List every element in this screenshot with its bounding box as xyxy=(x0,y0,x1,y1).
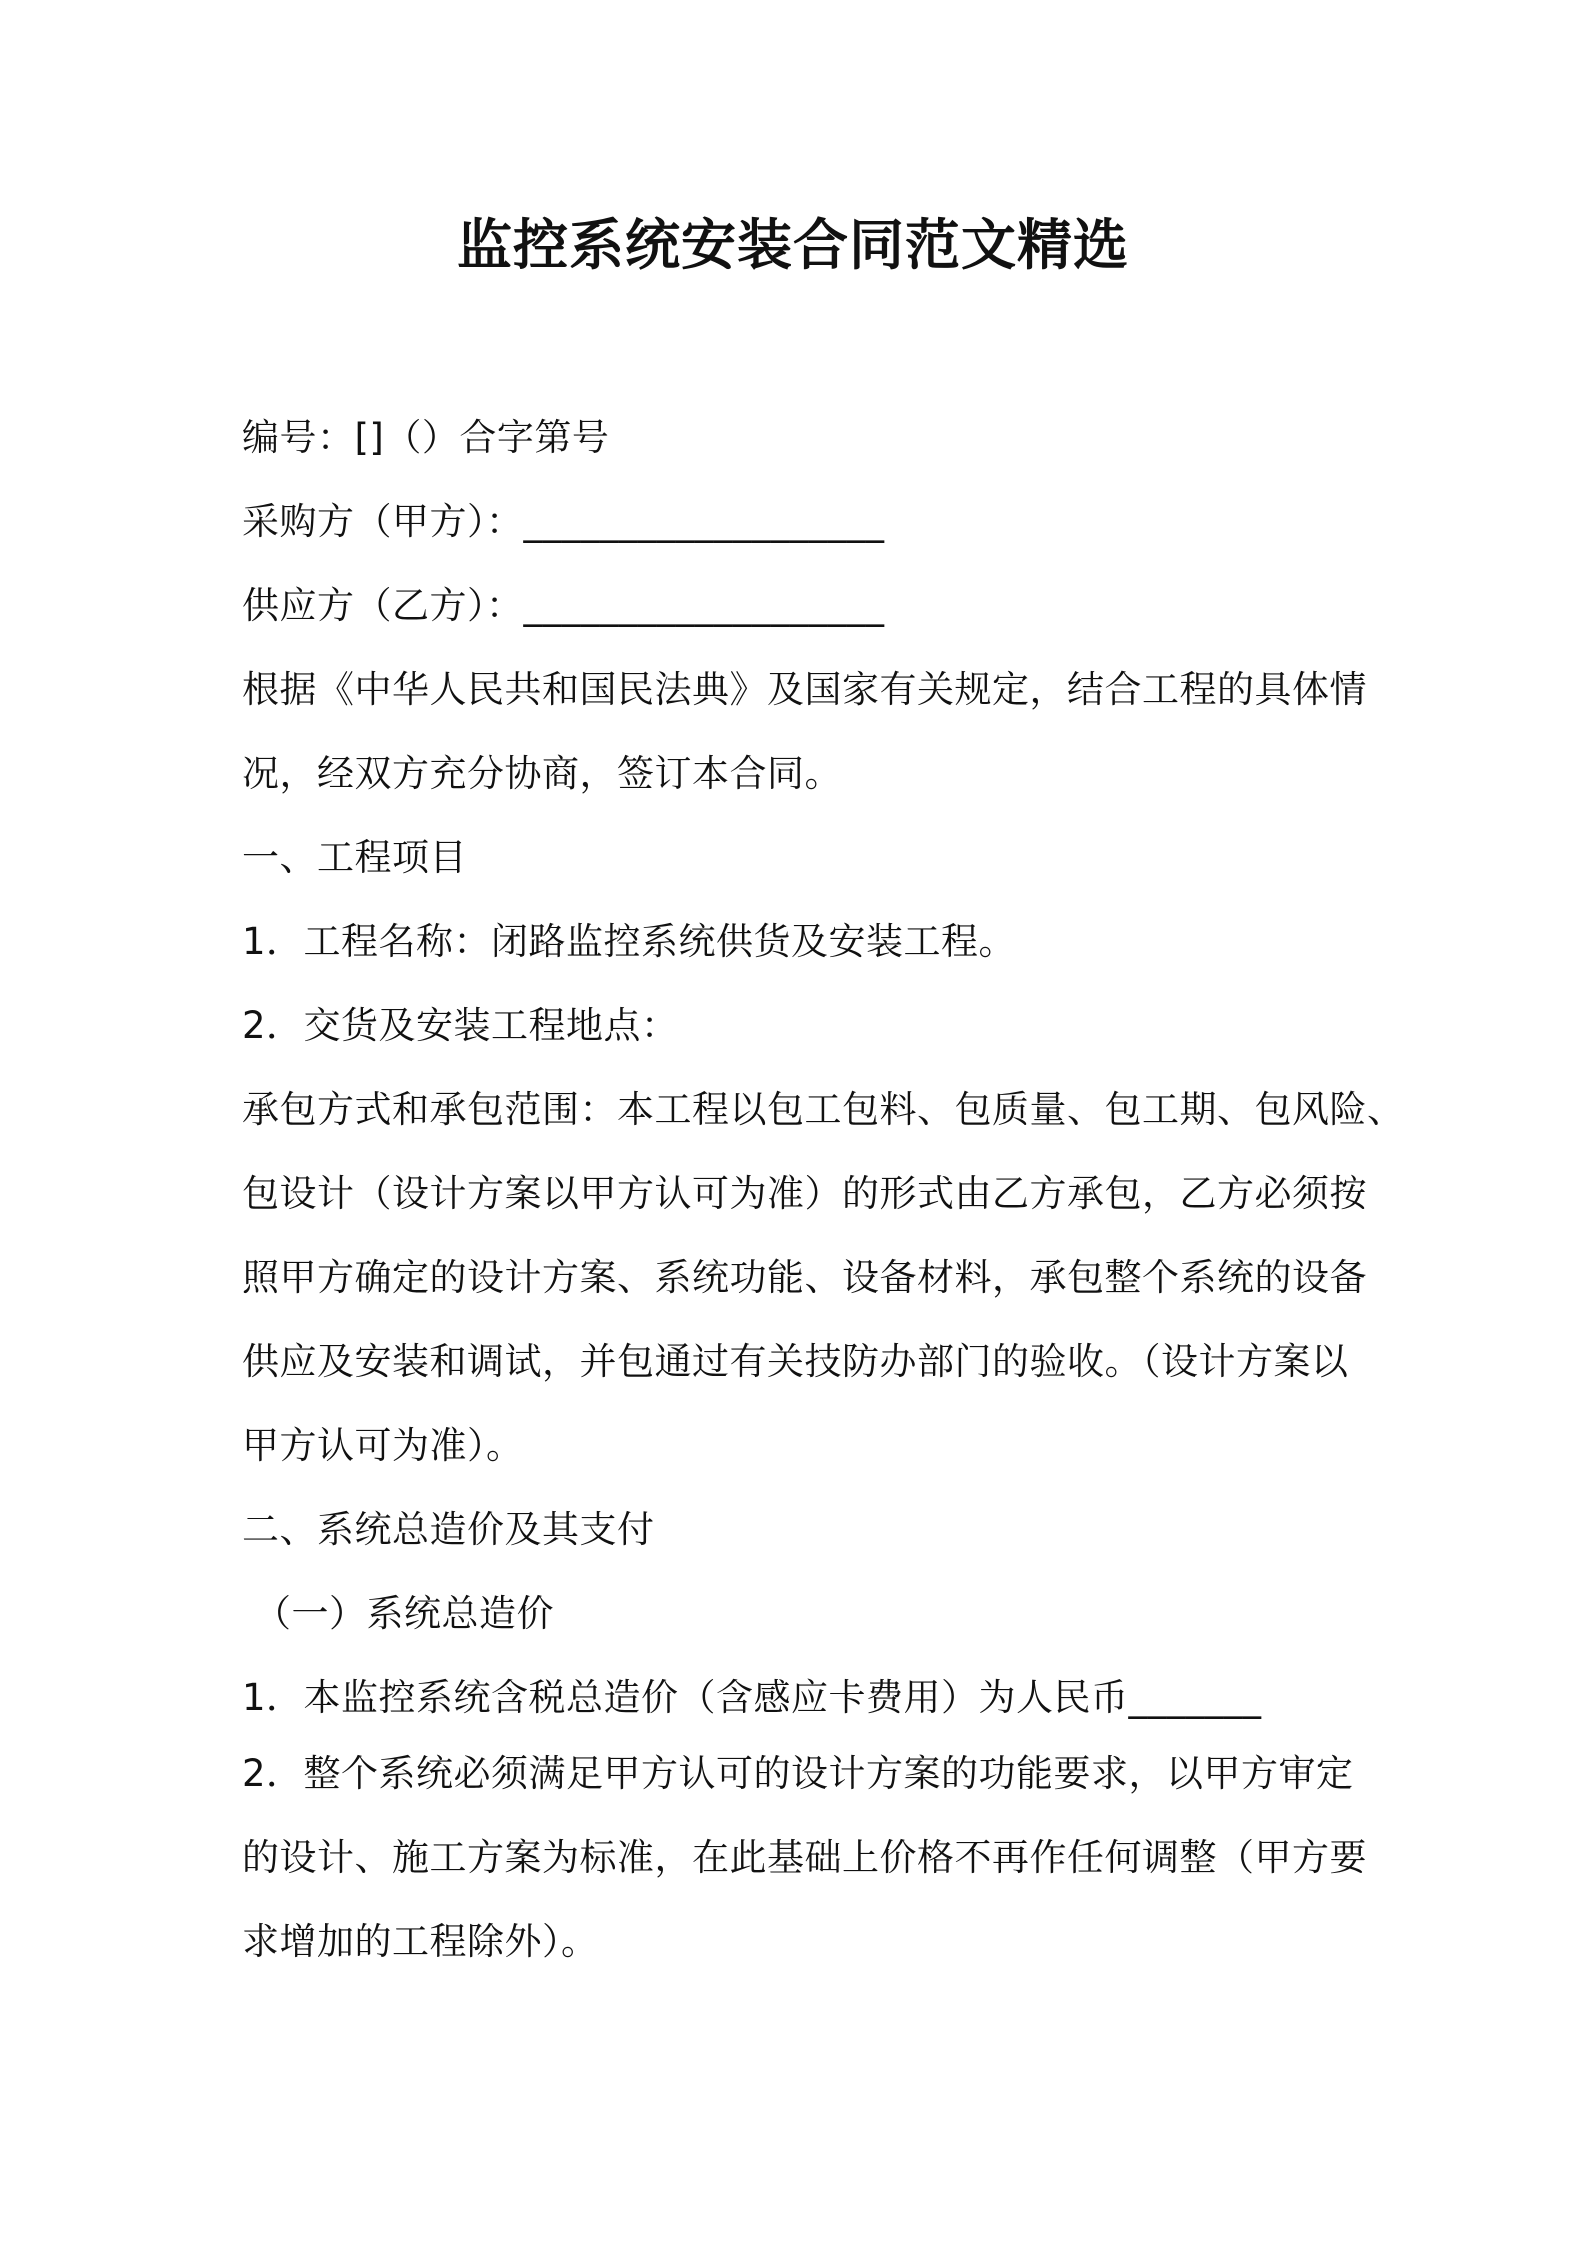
buyer-line: 采购方（甲方）：___________________ xyxy=(242,500,885,543)
paragraph-line: 况，经双方充分协商，签订本合同。 xyxy=(242,752,842,795)
paragraph-line: 包设计（设计方案以甲方认可为准）的形式由乙方承包，乙方必须按 xyxy=(242,1172,1367,1215)
paragraph-line: 供应及安装和调试，并包通过有关技防办部门的验收。（设计方案以 xyxy=(242,1340,1349,1383)
paragraph-line: 根据《中华人民共和国民法典》及国家有关规定，结合工程的具体情 xyxy=(242,668,1367,711)
list-item: 1．工程名称：闭路监控系统供货及安装工程。 xyxy=(242,920,1017,963)
subsection-heading: （一）系统总造价 xyxy=(254,1592,554,1635)
section-heading-2: 二、系统总造价及其支付 xyxy=(242,1508,655,1551)
paragraph-line: 的设计、施工方案为标准，在此基础上价格不再作任何调整（甲方要 xyxy=(242,1836,1367,1879)
section-heading-1: 一、工程项目 xyxy=(242,836,467,879)
document-title: 监控系统安装合同范文精选 xyxy=(456,213,1129,277)
paragraph-line: 照甲方确定的设计方案、系统功能、设备材料，承包整个系统的设备 xyxy=(242,1256,1367,1299)
paragraph-line: 甲方认可为准）。 xyxy=(242,1424,524,1467)
paragraph-line: 承包方式和承包范围：本工程以包工包料、包质量、包工期、包风险、 xyxy=(242,1088,1405,1131)
list-item: 2．整个系统必须满足甲方认可的设计方案的功能要求，以甲方审定 xyxy=(242,1752,1354,1795)
list-item: 2．交货及安装工程地点： xyxy=(242,1004,679,1047)
paragraph-line: 求增加的工程除外）。 xyxy=(242,1920,599,1963)
supplier-line: 供应方（乙方）：___________________ xyxy=(242,584,885,627)
list-item: 1．本监控系统含税总造价（含感应卡费用）为人民币_______ xyxy=(242,1676,1262,1719)
contract-number-line: 编号：[]（）合字第号 xyxy=(242,416,610,459)
